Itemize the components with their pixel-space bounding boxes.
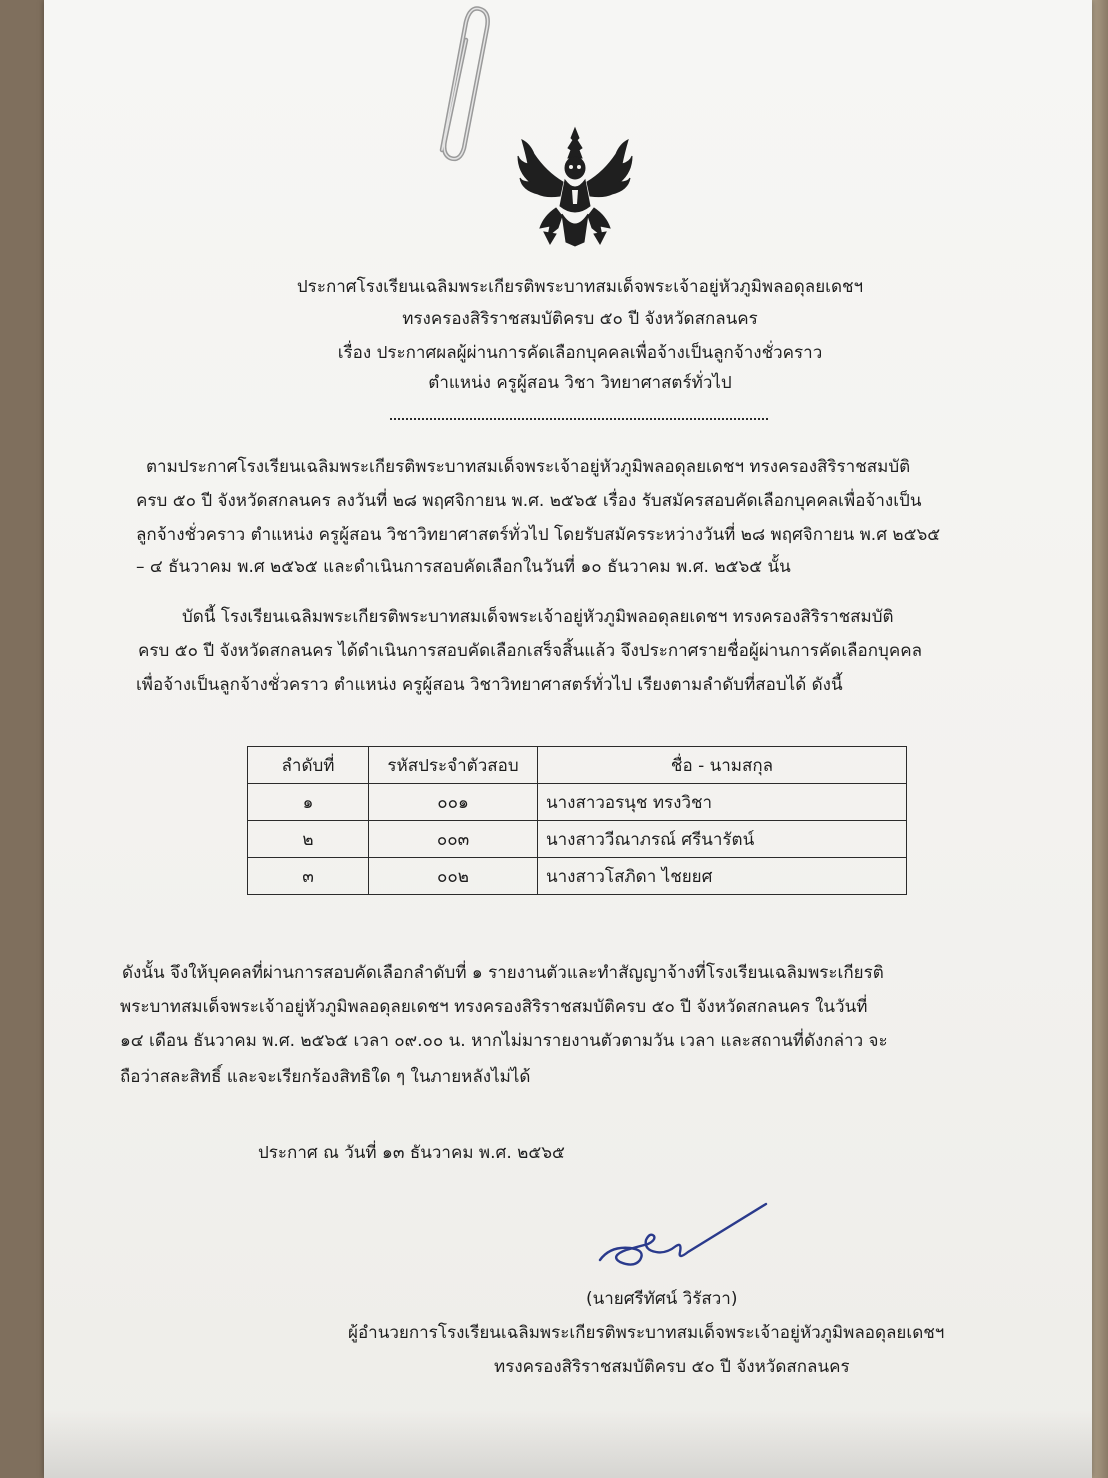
table-row [248,858,907,895]
announcement-title-line2: ทรงครองสิริราชสมบัติครบ ๕๐ ปี จังหวัดสกลนคร [402,309,758,329]
paragraph1-line2: ครบ ๕๐ ปี จังหวัดสกลนคร ลงวันที่ ๒๘ พฤศจิกายน พ.ศ. ๒๕๖๕ เรื่อง รับสมัครสอบคัดเลือกบุคคลเพื่อจ้างเป็น [136,491,922,511]
name-cell: นางสาวโสภิดา ไชยยศ [538,858,907,895]
announcement-date: ประกาศ ณ วันที่ ๑๓ ธันวาคม พ.ศ. ๒๕๖๕ [258,1143,565,1163]
garuda-emblem-icon [516,124,634,248]
rank-cell: ๑ [248,784,369,821]
exam-id-cell: ๐๐๓ [369,821,538,858]
table-header-row [248,747,907,784]
handwritten-signature [596,1200,770,1276]
name-cell: นางสาวอรนุช ทรงวิชา [538,784,907,821]
paragraph2-line1: บัดนี้ โรงเรียนเฉลิมพระเกียรติพระบาทสมเด็จพระเจ้าอยู่หัวภูมิพลอดุลยเดชฯ ทรงครองสิริราชสมบัติ [182,607,894,627]
announcement-title-line1: ประกาศโรงเรียนเฉลิมพระเกียรติพระบาทสมเด็จพระเจ้าอยู่หัวภูมิพลอดุลยเดชฯ [296,277,864,297]
header-exam-id: รหัสประจำตัวสอบ [369,747,538,784]
dotted-divider [390,418,768,420]
paragraph1-line1: ตามประกาศโรงเรียนเฉลิมพระเกียรติพระบาทสมเด็จพระเจ้าอยู่หัวภูมิพลอดุลยเดชฯ ทรงครองสิริราชสมบัติ [146,457,911,477]
name-cell: นางสาววีณาภรณ์ ศรีนารัตน์ [538,821,907,858]
table-row [248,821,907,858]
header-full-name: ชื่อ - นามสกุล [538,747,907,784]
paragraph3-line3: ๑๔ เดือน ธันวาคม พ.ศ. ๒๕๖๕ เวลา ๐๙.๐๐ น. หากไม่มารายงานตัวตามวัน เวลา และสถานที่ดังกล่าว จะ [120,1031,888,1051]
paragraph3-line1: ดังนั้น จึงให้บุคคลที่ผ่านการสอบคัดเลือกลำดับที่ ๑ รายงานตัวและทำสัญญาจ้างที่โรงเรียนเฉลิมพระเกียรติ [122,963,884,983]
exam-id-cell: ๐๐๑ [369,784,538,821]
signer-title-line2: ทรงครองสิริราชสมบัติครบ ๕๐ ปี จังหวัดสกลนคร [494,1357,850,1377]
announcement-subject: เรื่อง ประกาศผลผู้ผ่านการคัดเลือกบุคคลเพื่อจ้างเป็นลูกจ้างชั่วคราว [337,343,823,363]
paragraph3-line2: พระบาทสมเด็จพระเจ้าอยู่หัวภูมิพลอดุลยเดชฯ ทรงครองสิริราชสมบัติครบ ๕๐ ปี จังหวัดสกลนคร ในวันที่ [120,997,868,1017]
table-row [248,784,907,821]
paragraph3-line4: ถือว่าสละสิทธิ์ และจะเรียกร้องสิทธิใด ๆ ในภายหลังไม่ได้ [120,1067,531,1087]
signer-title-line1: ผู้อำนวยการโรงเรียนเฉลิมพระเกียรติพระบาทสมเด็จพระเจ้าอยู่หัวภูมิพลอดุลยเดชฯ [348,1323,945,1343]
paperclip-icon [420,0,500,170]
announcement-position: ตำแหน่ง ครูผู้สอน วิชา วิทยาศาสตร์ทั่วไป [428,373,732,393]
signer-name: (นายศรีทัศน์ วิรัสวา) [586,1289,738,1309]
exam-id-cell: ๐๐๒ [369,858,538,895]
paragraph1-line3: ลูกจ้างชั่วคราว ตำแหน่ง ครูผู้สอน วิชาวิทยาศาสตร์ทั่วไป โดยรับสมัครระหว่างวันที่ ๒๘ พฤศจิกายน พ.ศ ๒๕๖๕ [136,525,941,545]
paragraph2-line3: เพื่อจ้างเป็นลูกจ้างชั่วคราว ตำแหน่ง ครูผู้สอน วิชาวิทยาศาสตร์ทั่วไป เรียงตามลำดับที่สอบได้ ดังนี้ [136,675,843,695]
header-rank: ลำดับที่ [248,747,369,784]
rank-cell: ๓ [248,858,369,895]
rank-cell: ๒ [248,821,369,858]
page-shadow [44,1410,1092,1478]
results-table [247,746,907,895]
paragraph1-line4: – ๔ ธันวาคม พ.ศ ๒๕๖๕ และดำเนินการสอบคัดเลือกในวันที่ ๑๐ ธันวาคม พ.ศ. ๒๕๖๕ นั้น [136,557,791,577]
paragraph2-line2: ครบ ๕๐ ปี จังหวัดสกลนคร ได้ดำเนินการสอบคัดเลือกเสร็จสิ้นแล้ว จึงประกาศรายชื่อผู้ผ่านการคัดเลือกบุคคล [138,641,923,661]
